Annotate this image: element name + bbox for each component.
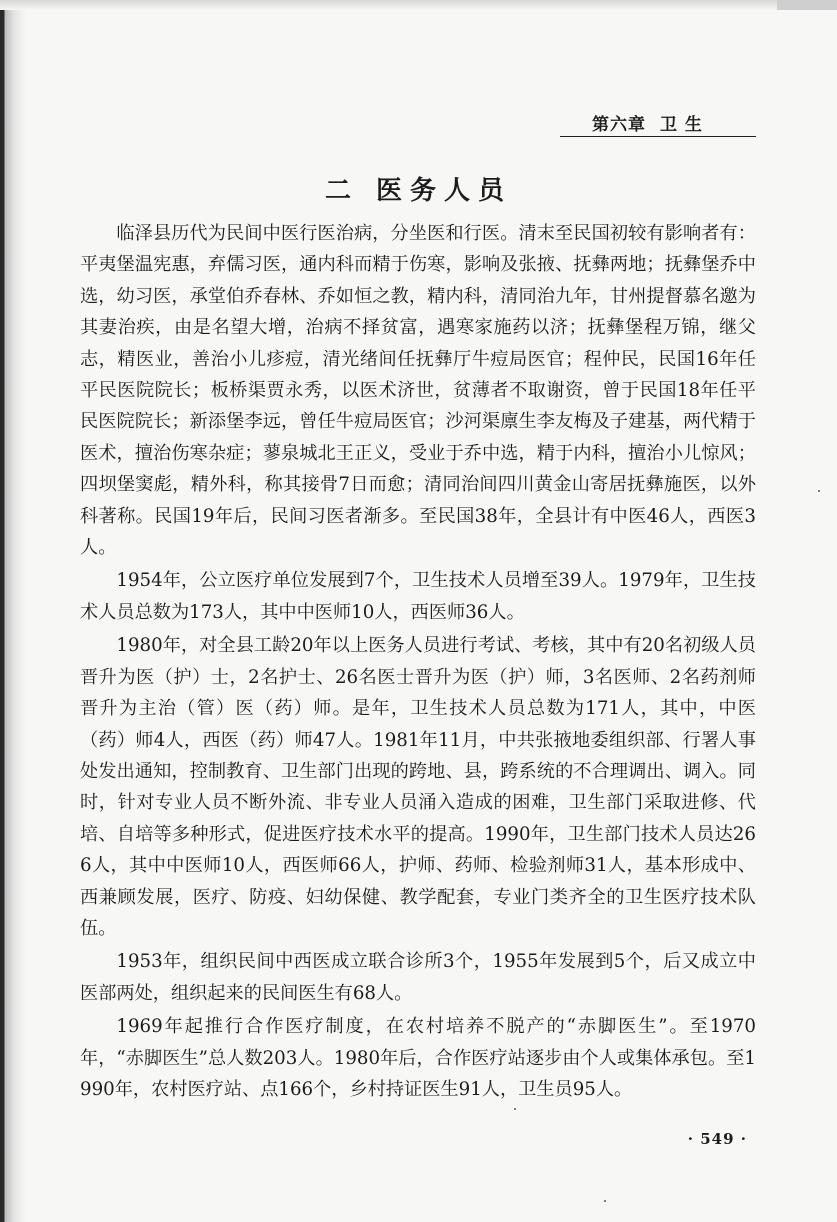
running-head-chapter: 第六章: [592, 115, 646, 135]
scan-speck: [604, 1200, 606, 1202]
paragraph-1969: 1969年起推行合作医疗制度，在农村培养不脱产的“赤脚医生”。至1970年，“赤脚医生”总人数203人。1980年后，合作医疗站逐步由个人或集体承包。至1990年，农村医疗站、点166个，乡村持证医生91人，卫生员95人。: [80, 1016, 756, 1100]
paragraph-1954: 1954年，公立医疗单位发展到7个，卫生技术人员增至39人。1979年，卫生技术人员总数为173人，其中中医师10人，西医师36人。: [80, 570, 756, 623]
paragraph-history: 临泽县历代为民间中医行医治病，分坐医和行医。清末至民国初较有影响者有：平夷堡温宪惠，弃儒习医，通内科而精于伤寒，影响及张掖、抚彝两地；抚彝堡乔中选，幼习医，承堂伯乔春林、乔如恒之教，精内科，清同治九年，甘州提督慕名邀为其妻治疾，由是名望大增，治病不择贫富，遇寒家施药以济；抚彝堡程万锦，继父志，精医业，善治小儿疹痘，清光绪间任抚彝厅牛痘局医官；程仲民，民国16年任平民医院院长；板桥渠贾永秀，以医术济世，贫薄者不取谢资，曾于民国18年任平民医院院长；新添堡李远，曾任牛痘局医官；沙河渠廪生李友梅及子建基，两代精于医术，擅治伤寒杂症；蓼泉城北王正义，受业于乔中选，精于内科，擅治小儿惊风；四坝堡窦彪，精外科，称其接骨7日而愈；清同治间四川黄金山寄居抚彝施医，以外科著称。民国19年后，民间习医者渐多。至民国38年，全县计有中医46人，西医3人。: [80, 223, 756, 559]
running-head: [560, 110, 756, 135]
paragraph-1980: 1980年，对全县工龄20年以上医务人员进行考试、考核，其中有20名初级人员晋升为医（护）士，2名护士、26名医士晋升为医（护）师，3名医师、2名药剂师晋升为主治（管）医（药）师。是年，卫生技术人员总数为171人，其中，中医（药）师4人，西医（药）师47人。1981年11月，中共张掖地委组织部、行署人事处发出通知，控制教育、卫生部门出现的跨地、县，跨系统的不合理调出、调入。同时，针对专业人员不断外流、非专业人员涌入造成的困难，卫生部门采取进修、代培、自培等多种形式，促进医疗技术水平的提高。1990年，卫生部门技术人员达266人，其中中医师10人，西医师66人，护师、药师、检验剂师31人，基本形成中、西兼顾发展，医疗、防疫、妇幼保健、教学配套，专业门类齐全的卫生医疗技术队伍。: [80, 635, 756, 939]
scan-corner-mark: [777, 0, 837, 10]
scan-speck: [818, 490, 820, 492]
scan-speck: [514, 1108, 516, 1110]
page-number: · 549 ·: [687, 1130, 747, 1148]
body-text: [80, 218, 756, 1107]
scan-top-edge: [0, 0, 837, 10]
running-head-rule: [560, 136, 756, 137]
section-title: 二 医务人员: [324, 176, 513, 206]
paragraph-1953: 1953年，组织民间中西医成立联合诊所3个，1955年发展到5个，后又成立中医部两处，组织起来的民间医生有68人。: [80, 951, 756, 1004]
running-head-subject: 卫 生: [660, 115, 703, 135]
